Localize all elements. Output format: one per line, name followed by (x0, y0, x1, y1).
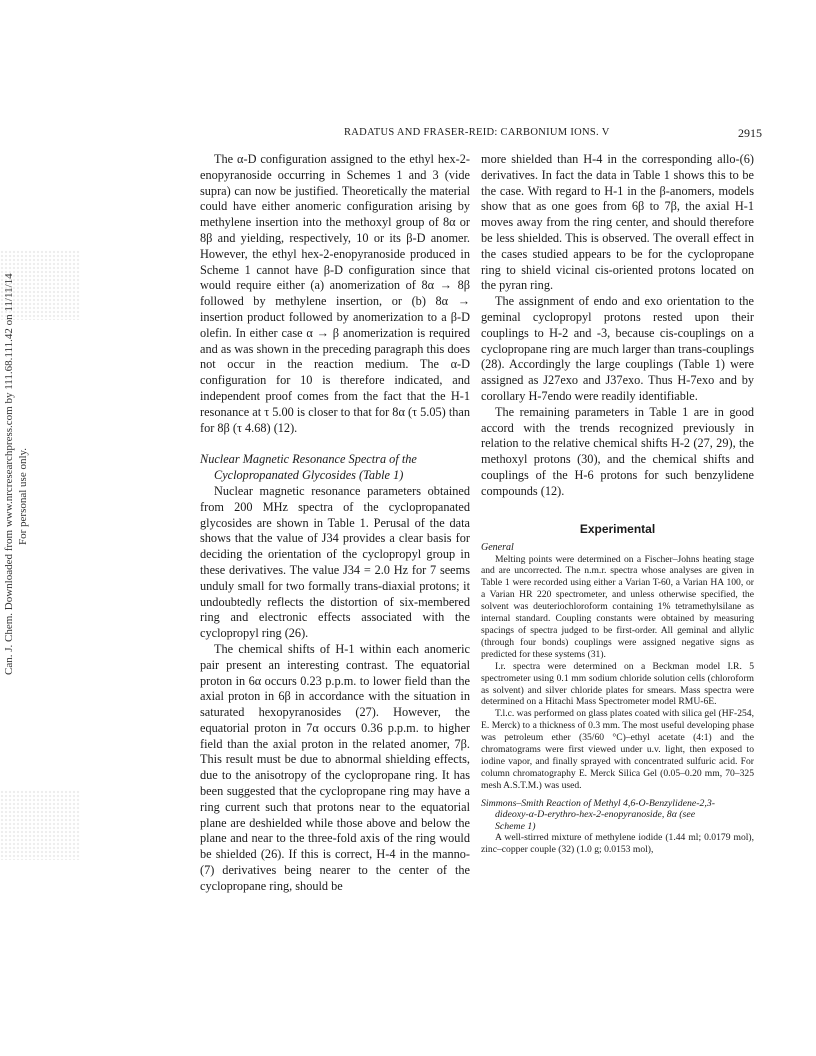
general-subheading: General (481, 541, 514, 553)
section-heading (200, 452, 470, 484)
reaction-subheading-line: Simmons–Smith Reaction of Methyl 4,6-O-Benzylidene-2,3- (481, 797, 715, 809)
experimental-heading: Experimental (579, 521, 656, 536)
reaction-subheading-line: Scheme 1) (495, 820, 536, 832)
section-heading-line: Cyclopropanated Glycosides (Table 1) (214, 468, 404, 483)
right-column (481, 152, 754, 856)
body-paragraph: The remaining parameters in Table 1 are in good accord with the trends recognized previously in relation to the relative chemical shifts H-2 (27, 29), the methoxyl protons (30), and the chemical shifts and couplings of the H-6 protons for such benzylidene compounds (12). (481, 404, 754, 498)
experimental-paragraph: Melting points were determined on a Fischer–Johns heating stage and are uncorrected. The n.m.r. spectra whose analyses are given in Table 1 were recorded using either a Varian T-60, a Varian HA 100, or a Varian HR 220 spectrometer, and unless otherwise specified, the solvent was deuteriochloroform containing 1% tetramethylsilane as internal standard. Coupling constants were obtained by measuring spacings of spectra judged to be first-order. All geminal and allylic (through four bonds) couplings were assigned negative signs as predicted for these systems (31). (481, 553, 754, 660)
body-paragraph: Nuclear magnetic resonance parameters obtained from 200 MHz spectra of the cyclopropanated glycosides are shown in Table 1. Perusal of the data shows that the value of J34 provides a clear basis for deciding the orientation of the cyclopropyl group in these derivatives. The value J34 = 2.0 Hz for 7 seems unduly small for two formally trans-diaxial protons; it undoubtedly reflects the distortion of six-membered ring and electronic effects associated with the cyclopropyl ring (26). (200, 483, 470, 641)
experimental-paragraph: T.l.c. was performed on glass plates coated with silica gel (HF-254, E. Merck) to a thickness of 0.3 mm. The most useful developing phase was petroleum ether (35/60 °C)–ethyl acetate (4:1) and the chromatograms were first viewed under u.v. light, then exposed to iodine vapor, and finally sprayed with concentrated sulfuric acid. For column chromatography E. Merck Silica Gel (0.05–0.20 mm, 70–325 mesh A.S.T.M.) was used. (481, 708, 754, 791)
body-paragraph: The assignment of endo and exo orientation to the geminal cyclopropyl protons rested upon their couplings to H-2 and -3, because cis-couplings on a cyclopropane ring are much larger than trans-couplings (28). Accordingly the large couplings (Table 1) were assigned as J27exo and J37exo. Thus H-7exo and by corollary H-7endo were readily identifiable. (481, 294, 754, 403)
scan-artifact (0, 790, 80, 860)
download-notice-line: Can. J. Chem. Downloaded from www.nrcresearchpress.com by 111.68.111.42 on 11/11/14 (3, 273, 15, 675)
experimental-paragraph: A well-stirred mixture of methylene iodide (1.44 ml; 0.0179 mol), zinc–copper couple (32) (1.0 g; 0.0153 mol), (481, 832, 754, 856)
page-number: 2915 (738, 126, 762, 140)
body-paragraph: more shielded than H-4 in the corresponding allo-(6) derivatives. In fact the data in Table 1 shows this to be the case. With regard to H-1 in the β-anomers, models show that as one goes from 6β to 7β, the axial H-1 moves away from the ring center, and should therefore be less shielded. This is observed. The overall effect in the cases studied appears to be for the cyclopropane ring to shield vicinal cis-oriented protons located on the pyran ring. (481, 152, 754, 293)
body-paragraph: The α-D configuration assigned to the ethyl hex-2-enopyranoside occurring in Schemes 1 and 3 (vide supra) can now be justified. Theoretically the material could have either anomeric configuration arising by methylene insertion into the methoxyl group of 8α or 8β and yielding, respectively, 10 or its β-D anomer. However, the ethyl hex-2-enopyranoside produced in Scheme 1 cannot have β-D configuration since that would require either (a) anomerization of 8α → 8β followed by methylene insertion, or (b) 8α → insertion product followed by anomerization to a β-D olefin. In either case α → β anomerization is required and as was shown in the preceding paragraph this does not occur in the reaction medium. The α-D configuration for 10 is therefore indicated, and independent proof comes from the fact that the H-1 resonance at τ 5.00 is closer to that for 8α (τ 5.05) than for 8β (τ 4.68) (12). (200, 152, 470, 435)
reaction-subheading (481, 798, 754, 833)
section-heading-line: Nuclear Magnetic Resonance Spectra of the (200, 452, 417, 467)
running-head: RADATUS AND FRASER-REID: CARBONIUM IONS. V (344, 127, 610, 138)
reaction-subheading-line: dideoxy-α-D-erythro-hex-2-enopyranoside, 8α (see (495, 809, 696, 821)
body-paragraph: The chemical shifts of H-1 within each anomeric pair present an interesting contrast. The equatorial proton in 6α occurs 0.23 p.p.m. to lower field than the axial proton in 6β in accordance with the situation in saturated hexopyranosides (27). However, the equatorial proton in 7α occurs 0.36 p.p.m. to higher field than the axial proton in the related anomer, 7β. This result must be due to abnormal shielding effects, due to the anisotropy of the cyclopropane ring. It has been suggested that the cyclopropane ring may have a ring current such that protons near to the equatorial plane are deshielded while those above and below the plane and near to the three-fold axis of the ring would be shielded (26). If this is correct, H-4 in the manno-(7) derivatives being nearer to the center of the cyclopropane ring, should be (200, 641, 470, 893)
download-notice-line: For personal use only. (17, 447, 29, 545)
experimental-paragraph: I.r. spectra were determined on a Beckman model I.R. 5 spectrometer using 0.1 mm sodium chloride solution cells (chloroform as solvent) and silver chloride plates for smears. Mass spectra were determined on a Hitachi Mass Spectrometer model RMU-6E. (481, 660, 754, 708)
download-notice (2, 255, 30, 675)
left-column (200, 152, 470, 895)
